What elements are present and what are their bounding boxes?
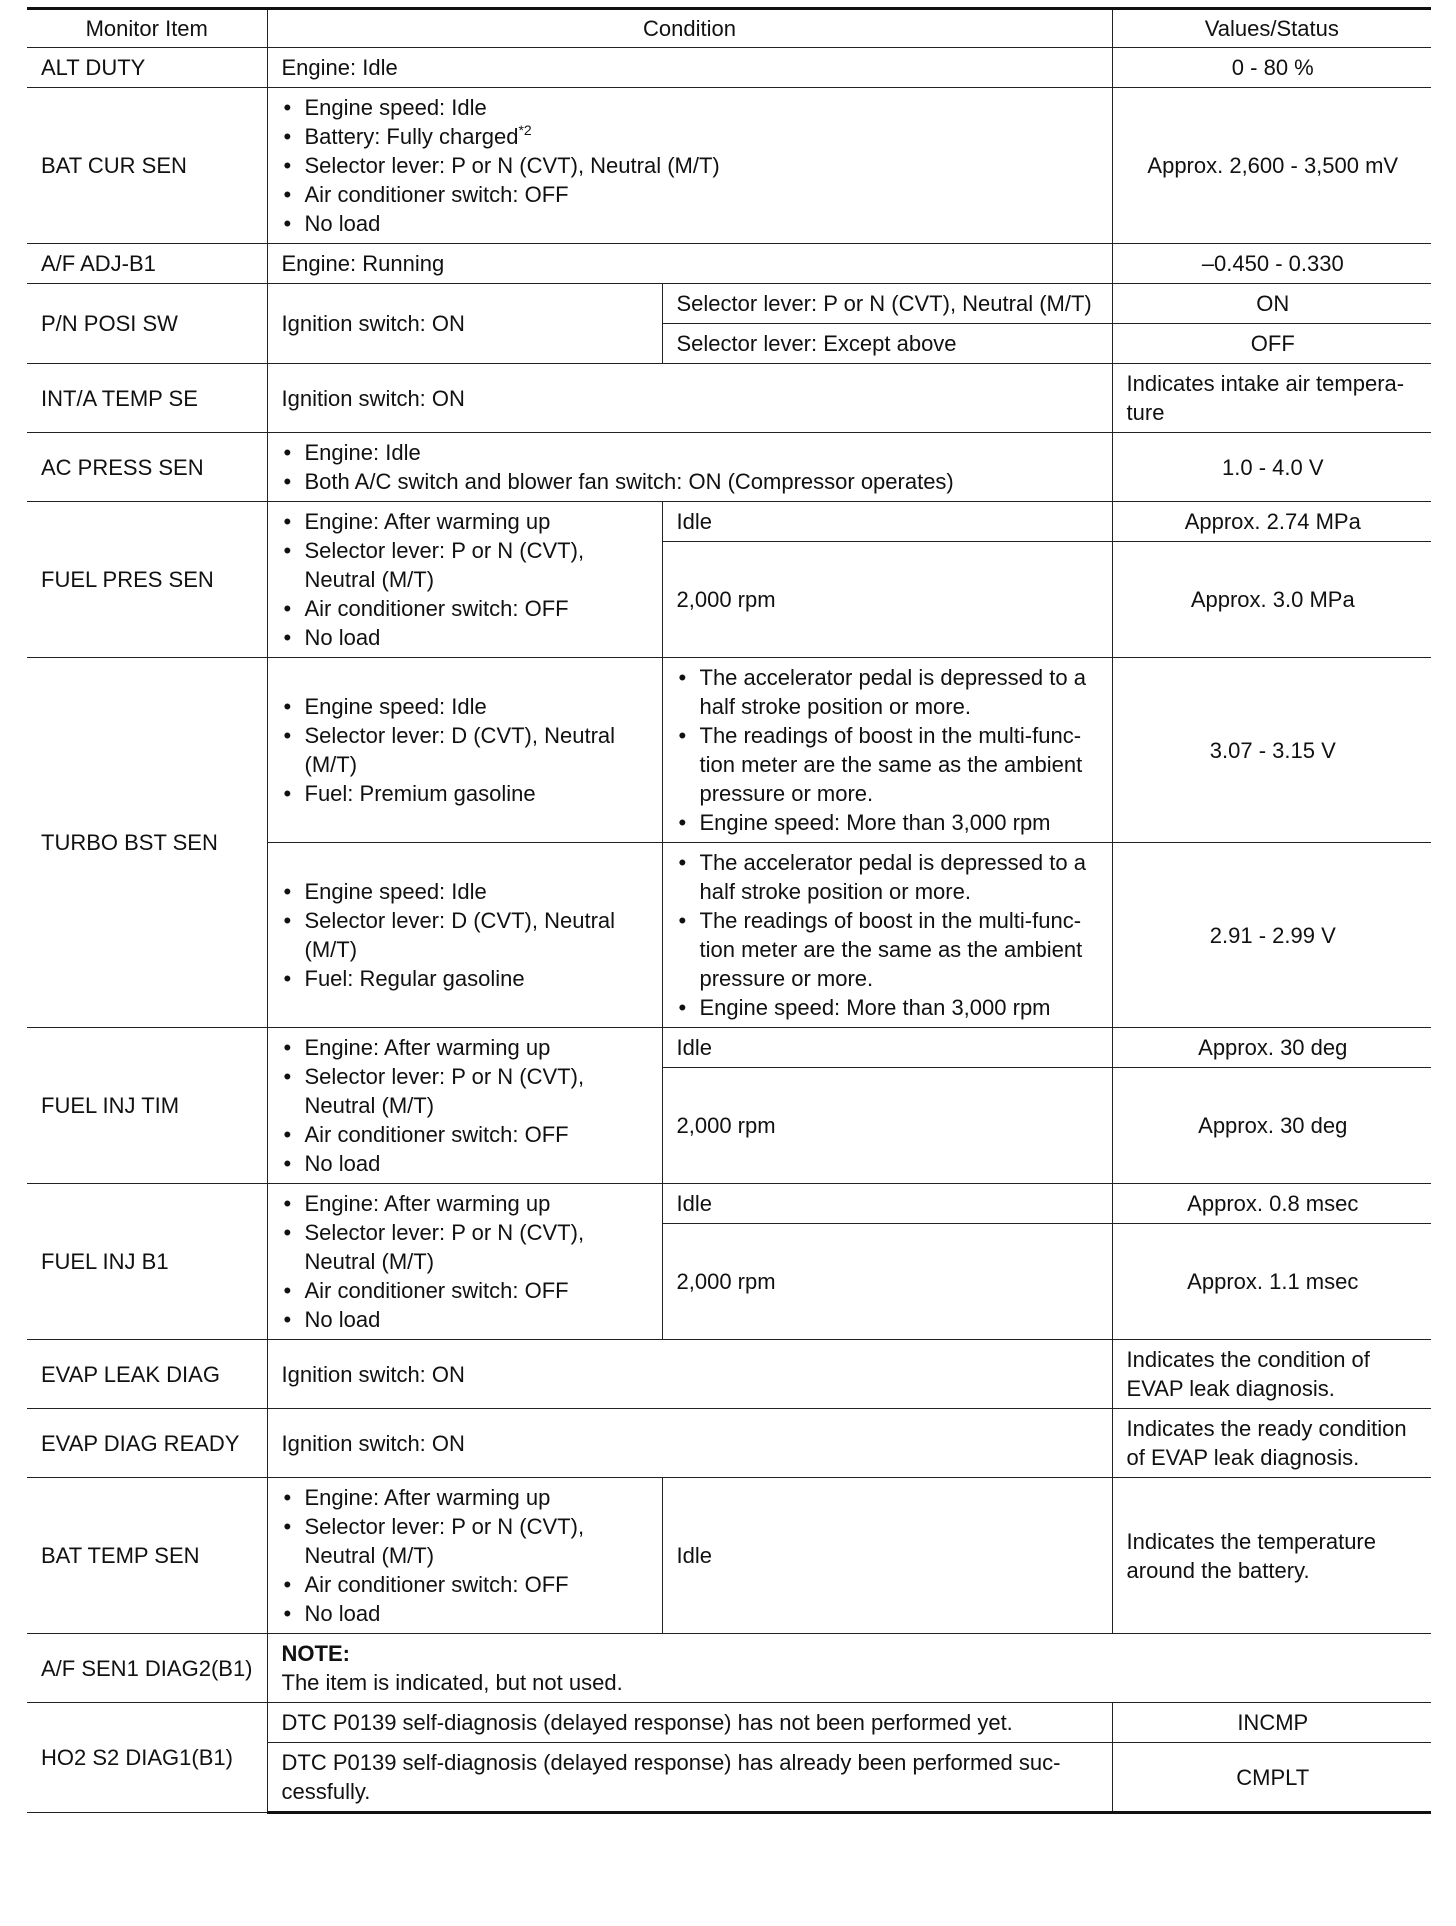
condition: Ignition switch: ON [267,284,662,364]
list-item: • Air conditioner switch: OFF [282,1120,650,1149]
list-item: • Selector lever: P or N (CVT), Neutral (M/T) [282,1512,650,1570]
value-status: Approx. 1.1 msec [1112,1224,1431,1340]
header-condition: Condition [267,9,1112,48]
value-status: OFF [1112,324,1431,364]
value-status: 0 - 80 % [1112,48,1431,88]
note-cell [267,1634,1431,1703]
sub-condition: 2,000 rpm [662,542,1112,658]
monitor-item: HO2 S2 DIAG1(B1) [27,1703,267,1813]
table-row [27,1409,1431,1478]
value-status: 1.0 - 4.0 V [1112,433,1431,502]
condition: Engine: Idle [267,48,1112,88]
monitor-item: INT/A TEMP SE [27,364,267,433]
sub-condition: Idle [662,1028,1112,1068]
footnote-marker: *2 [518,122,532,138]
sub-condition: Selector lever: Except above [662,324,1112,364]
note-title: NOTE: [281,1641,350,1666]
list-item: • Engine: After warming up [282,1033,650,1062]
list-item: • Engine speed: Idle [282,93,1100,122]
sub-condition: 2,000 rpm [662,1224,1112,1340]
list-item: • Engine: Idle [282,438,1100,467]
sub-condition: Idle [662,502,1112,542]
value-status: CMPLT [1112,1743,1431,1813]
table-row [27,1028,1431,1068]
condition-list [267,433,1112,502]
list-item: • No load [282,209,1100,238]
monitor-item: A/F ADJ-B1 [27,244,267,284]
table-row [27,1340,1431,1409]
list-item: • Air conditioner switch: OFF [282,1276,650,1305]
list-item: • Selector lever: P or N (CVT), Neutral (M/T) [282,151,1100,180]
sub-condition: Selector lever: P or N (CVT), Neutral (M/T) [662,284,1112,324]
condition-list [267,502,662,658]
value-status: Approx. 30 deg [1112,1068,1431,1184]
value-status: INCMP [1112,1703,1431,1743]
value-status: ON [1112,284,1431,324]
value-status: 2.91 - 2.99 V [1112,843,1431,1028]
list-item: • Fuel: Premium gasoline [282,779,650,808]
table-row [27,658,1431,843]
monitor-item: BAT TEMP SEN [27,1478,267,1634]
list-item: • Air conditioner switch: OFF [282,180,1100,209]
condition: DTC P0139 self-diagnosis (delayed response) has already been performed suc-cessfully. [267,1743,1112,1813]
value-status: Indicates intake air tempera-ture [1112,364,1431,433]
table-row [27,433,1431,502]
table-row [27,88,1431,244]
battery-condition-text: Battery: Fully charged [304,124,519,149]
table-row [27,48,1431,88]
list-item: • Engine speed: Idle [282,877,650,906]
list-item: • Selector lever: D (CVT), Neutral (M/T) [282,906,650,964]
value-status: Approx. 0.8 msec [1112,1184,1431,1224]
table-row [27,502,1431,542]
list-item [282,122,1100,151]
table-row [27,244,1431,284]
list-item: • The readings of boost in the multi-func-tion meter are the same as the ambient pressure or more. [677,721,1100,808]
list-item: • No load [282,1149,650,1178]
header-monitor-item: Monitor Item [27,9,267,48]
list-item: • Fuel: Regular gasoline [282,964,650,993]
list-item: • Engine: After warming up [282,1189,650,1218]
list-item: • Engine: After warming up [282,1483,650,1512]
sub-condition: Idle [662,1478,1112,1634]
list-item: • Both A/C switch and blower fan switch: ON (Compressor operates) [282,467,1100,496]
table-row [27,284,1431,324]
table-row [27,1703,1431,1743]
header-values-status: Values/Status [1112,9,1431,48]
condition: Ignition switch: ON [267,1409,1112,1478]
value-status: Approx. 30 deg [1112,1028,1431,1068]
list-item: • The readings of boost in the multi-func-tion meter are the same as the ambient pressure or more. [677,906,1100,993]
condition-list [267,1028,662,1184]
sub-condition-list [662,658,1112,843]
monitor-item: ALT DUTY [27,48,267,88]
list-item: • No load [282,1599,650,1628]
monitor-item: EVAP DIAG READY [27,1409,267,1478]
list-item: • Air conditioner switch: OFF [282,594,650,623]
list-item: • Engine speed: Idle [282,692,650,721]
list-item: • Engine speed: More than 3,000 rpm [677,993,1100,1022]
monitor-item: FUEL INJ B1 [27,1184,267,1340]
table-header-row [27,9,1431,48]
list-item: • Engine: After warming up [282,507,650,536]
condition-list [267,1478,662,1634]
list-item: • Selector lever: P or N (CVT), Neutral (M/T) [282,1218,650,1276]
condition-list [267,88,1112,244]
condition-list [267,658,662,843]
monitor-item: A/F SEN1 DIAG2(B1) [27,1634,267,1703]
value-status: Indicates the ready condition of EVAP leak diagnosis. [1112,1409,1431,1478]
condition-list [267,843,662,1028]
monitor-item: AC PRESS SEN [27,433,267,502]
sub-condition-list [662,843,1112,1028]
monitor-item: EVAP LEAK DIAG [27,1340,267,1409]
list-item: • Engine speed: More than 3,000 rpm [677,808,1100,837]
list-item: • Selector lever: D (CVT), Neutral (M/T) [282,721,650,779]
value-status: 3.07 - 3.15 V [1112,658,1431,843]
table-row [27,364,1431,433]
list-item: • Selector lever: P or N (CVT), Neutral (M/T) [282,536,650,594]
condition: Ignition switch: ON [267,1340,1112,1409]
list-item: • Selector lever: P or N (CVT), Neutral (M/T) [282,1062,650,1120]
monitor-item: P/N POSI SW [27,284,267,364]
condition: Engine: Running [267,244,1112,284]
table-row [27,1478,1431,1634]
condition: DTC P0139 self-diagnosis (delayed response) has not been performed yet. [267,1703,1112,1743]
sub-condition: Idle [662,1184,1112,1224]
list-item: • No load [282,1305,650,1334]
list-item: • Air conditioner switch: OFF [282,1570,650,1599]
list-item: • No load [282,623,650,652]
table-row [27,1634,1431,1703]
monitor-item-table [27,7,1431,1814]
value-status: Indicates the temperature around the battery. [1112,1478,1431,1634]
condition-list [267,1184,662,1340]
value-status: –0.450 - 0.330 [1112,244,1431,284]
list-item: • The accelerator pedal is depressed to a half stroke position or more. [677,848,1100,906]
monitor-item: BAT CUR SEN [27,88,267,244]
value-status: Approx. 2,600 - 3,500 mV [1112,88,1431,244]
list-item: • The accelerator pedal is depressed to a half stroke position or more. [677,663,1100,721]
value-status: Approx. 2.74 MPa [1112,502,1431,542]
monitor-item: TURBO BST SEN [27,658,267,1028]
monitor-item-document [27,7,1431,1814]
monitor-item: FUEL INJ TIM [27,1028,267,1184]
note-text: The item is indicated, but not used. [281,1670,623,1695]
table-row [27,1184,1431,1224]
sub-condition: 2,000 rpm [662,1068,1112,1184]
value-status: Approx. 3.0 MPa [1112,542,1431,658]
value-status: Indicates the condition of EVAP leak diagnosis. [1112,1340,1431,1409]
condition: Ignition switch: ON [267,364,1112,433]
monitor-item: FUEL PRES SEN [27,502,267,658]
